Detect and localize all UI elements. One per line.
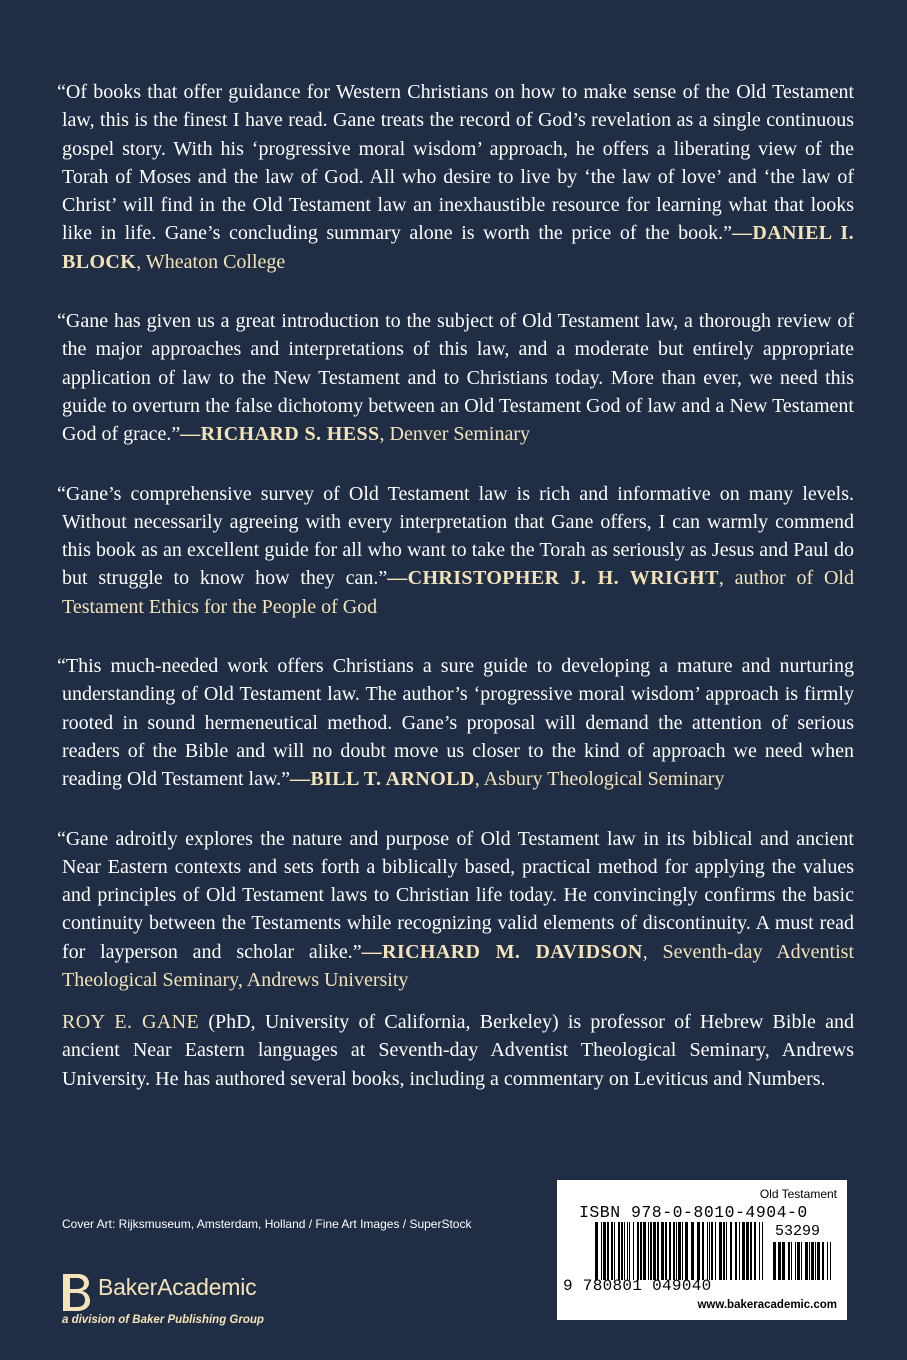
endorsement-quote: “Gane’s comprehensive survey of Old Testament law is rich and informative on many levels. Without necessarily agreeing with every interpretation that Gane offers, I can warmly commend this book as an excellent guide for all who want to take the Torah as seriously as Jesus and Paul do but struggle to know how they can.”: [57, 482, 854, 590]
publisher-tagline: a division of Baker Publishing Group: [62, 1314, 264, 1326]
endorser-book-title: Old Testament Ethics for the People of God: [62, 567, 854, 618]
baker-b-logo-icon: [62, 1270, 92, 1316]
barcode-digits: 9 780801 049040: [563, 1277, 712, 1295]
endorsement-quote: “Of books that offer guidance for Western Christians on how to make sense of the Old Testament law, this is the finest I have read. Gane treats the record of God’s revelation as a single continuous gospel story. With his ‘progressive moral wisdom’ approach, he offers a liberating view of the Torah of Moses and the law of God. All who desire to live by ‘the law of love’ and ‘the law of Christ’ will find in the Old Testament law an inexhaustible resource for learning what that looks like in life. Gane’s concluding summary alone is worth the price of the book.”: [57, 81, 854, 245]
endorser-name: —RICHARD M. DAVIDSON: [361, 940, 643, 963]
endorser-name: —DANIEL I. BLOCK: [62, 222, 854, 273]
publisher-logo: [62, 1270, 332, 1330]
endorser-name: —BILL T. ARNOLD: [289, 768, 475, 791]
endorsements: [57, 78, 854, 1025]
publisher-name: BakerAcademic: [98, 1274, 257, 1300]
price-code: 53299: [775, 1223, 821, 1240]
endorsement-quote: “This much-needed work offers Christians a sure guide to developing a mature and nurturing understanding of Old Testament law. The author’s ‘progressive moral wisdom’ approach is firmly rooted in sound hermeneutical method. Gane’s proposal will demand the attention of serious readers of the Bible and will no doubt move us closer to the kind of approach we need when reading Old Testament law.”: [57, 655, 854, 791]
endorser-affiliation: , Seventh-day Adventist Theological Seminary, Andrews University: [62, 940, 854, 992]
cover-art-credit: Cover Art: Rijksmuseum, Amsterdam, Holland / Fine Art Images / SuperStock: [62, 1217, 472, 1231]
endorser-affiliation: , Asbury Theological Seminary: [474, 768, 725, 791]
endorser-affiliation: , Denver Seminary: [379, 423, 531, 446]
endorsement: [57, 78, 854, 276]
publisher-url: www.bakeracademic.com: [697, 1299, 837, 1311]
endorsement-quote: “Gane has given us a great introduction to the subject of Old Testament law, a thorough review of the major approaches and interpretations of this law, and a moderate but entirely appropriate application of law to the New Testament and to Christians today. More than ever, we need this guide to overturn the false dichotomy between an Old Testament God of law and a New Testament God of grace.”: [57, 310, 854, 446]
author-bio-text: (PhD, University of California, Berkeley) is professor of Hebrew Bible and ancient Near Eastern languages at Seventh-day Adventist Theological Seminary, Andrews University. He has authored several books, including a commentary on Leviticus and Numbers.: [62, 1011, 854, 1090]
endorsement: [57, 652, 854, 793]
endorser-affiliation: , author of: [718, 567, 824, 590]
isbn-label: ISBN 978-0-8010-4904-0: [579, 1203, 808, 1222]
endorsement: [57, 307, 854, 448]
endorsement: [57, 480, 854, 621]
endorser-name: —RICHARD S. HESS: [180, 423, 380, 446]
endorsement: [57, 825, 854, 995]
endorser-name: —CHRISTOPHER J. H. WRIGHT: [387, 567, 719, 590]
author-bio: [62, 1008, 854, 1093]
endorsement-quote: “Gane adroitly explores the nature and purpose of Old Testament law in its biblical and ancient Near Eastern contexts and sets forth a biblically based, practical method for applying the values and principles of Old Testament laws to Christian life today. He convincingly confirms the basic continuity between the Testaments while recognizing valid elements of discontinuity. A must read for layperson and scholar alike.”: [57, 827, 854, 963]
book-category: Old Testament: [759, 1187, 837, 1201]
author-name: ROY E. GANE: [62, 1011, 200, 1033]
barcode-panel: [557, 1180, 847, 1320]
endorser-affiliation: , Wheaton College: [136, 250, 286, 273]
